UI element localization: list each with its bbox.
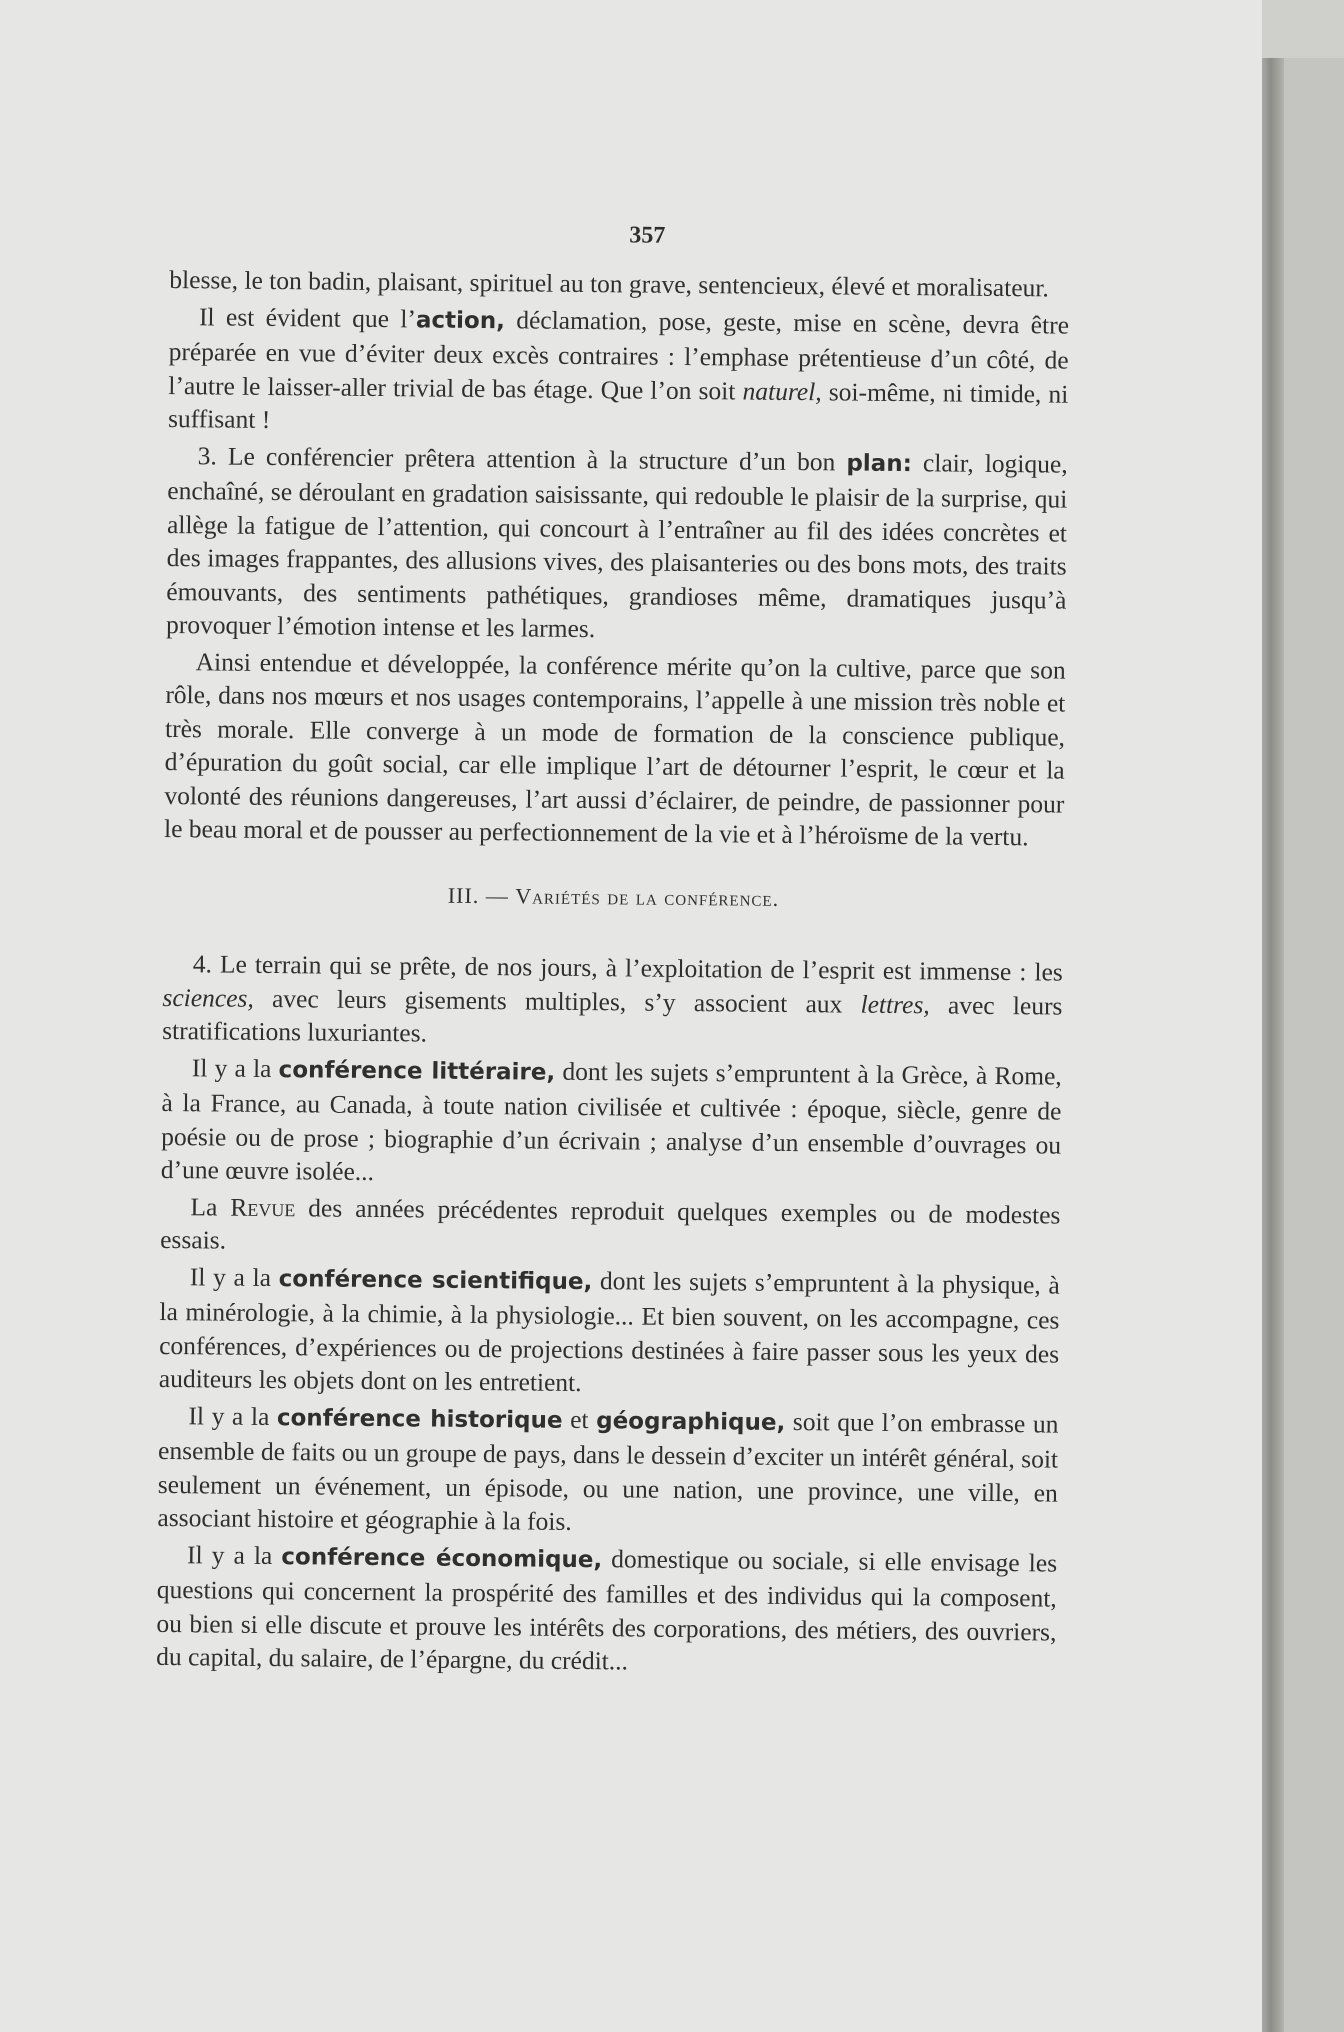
italic-term-naturel: naturel, xyxy=(742,376,822,406)
text-run: La xyxy=(190,1191,231,1222)
bold-term-action: action, xyxy=(415,306,506,334)
bold-term-economique: conférence économique, xyxy=(281,1543,603,1573)
bold-term-scientifique: conférence scientifique, xyxy=(278,1265,593,1295)
text-run: Il y a la xyxy=(189,1261,279,1292)
paragraph-terrain xyxy=(162,947,1063,1056)
paragraph-revue xyxy=(160,1189,1061,1265)
paragraph-plan xyxy=(166,438,1068,650)
section-title: Variétés de la conférence. xyxy=(515,882,780,911)
paragraph-economique xyxy=(156,1537,1057,1682)
binding-edge xyxy=(1284,58,1344,2032)
text-run: et xyxy=(562,1404,597,1434)
text-run: Il y a la xyxy=(188,1400,278,1431)
italic-term-lettres: lettres, xyxy=(860,989,930,1019)
page-number: 357 xyxy=(629,222,666,249)
page-edge-shadow xyxy=(1262,58,1284,2032)
bold-term-geographique: géographique, xyxy=(596,1407,786,1436)
text-run: clair, logique, enchaîné, se déroulant en gradation saisissante, qui redouble le plaisir de la surprise, qui allège la fatigue de l’attention, qui concourt à l’entraîner au fil des idées concrètes et des images frappantes, des allusions vives, des plaisanteries ou des bons mots, des traits émouvants, des sentiments pathétiques, grandioses même, dramatiques jusqu’à provoquer l’émotion intense et les larmes. xyxy=(165,447,1068,644)
section-heading xyxy=(163,875,1063,917)
text-run: Il y a la xyxy=(191,1052,279,1083)
text-run: soi-même, ni timide, ni suffisant ! xyxy=(167,376,1069,434)
text-run: dont les sujets s’empruntent à la Grèce, à Rome, à la France, au Canada, à toute nation civilisée et cultivée : époque, siècle, genre de poésie ou de prose ; biographie d’un écrivain ; analyse d’un ensemble d’ouvrages ou d’une œuvre isolée... xyxy=(160,1056,1062,1187)
text-run: 3. Le conférencier prêtera attention à la structure d’un bon xyxy=(197,440,847,477)
paragraph-ainsi: Ainsi entendue et développée, la conférence mérite qu’on la cultive, parce que son rôle, dans nos mœurs et nos usages contemporains, l’appelle à une mission très noble et très morale. Elle converge à un mode de formation de la conscience publique, d’épuration du goût social, car elle implique l’art de détourner l’esprit, le cœur et la volonté des réunions dangereuses, l’art aussi d’éclairer, de peindre, de passionner pour le beau moral et de pousser au perfectionnement de la vie et à l’héroïsme de la vertu. xyxy=(163,646,1066,852)
paragraph-litteraire xyxy=(161,1050,1062,1195)
bold-term-litteraire: conférence littéraire, xyxy=(278,1056,556,1086)
text-run: 4. Le terrain qui se prête, de nos jours, à l’exploitation de l’esprit est immense : les xyxy=(192,949,1063,987)
text-run: Il y a la xyxy=(187,1539,282,1570)
text-run: avec leurs gisements multiples, s’y associent aux xyxy=(253,983,861,1019)
text-run: soit que l’on embrasse un ensemble de faits ou un groupe de pays, dans le dessein d’exciter un intérêt général, soit seulement un événement, un épisode, ou une nation, une province, une ville, en associant histoire et géographie à la fois. xyxy=(157,1406,1059,1536)
paragraph-historique xyxy=(157,1398,1058,1543)
page-text xyxy=(156,215,1070,1685)
paragraph-scientifique xyxy=(159,1259,1060,1404)
italic-term-sciences: sciences, xyxy=(162,982,254,1013)
text-run: Il est évident que l’ xyxy=(198,301,417,333)
text-run: avec leurs stratifications luxuriantes. xyxy=(162,989,1063,1048)
text-run: domestique ou sociale, si elle envisage les questions qui concernent la prospérité des familles et des individus qui la composent, ou bien si elle discute et prouve les intérêts des corporations, des métiers, des ouvriers, du capital, du salaire, de l’épargne, du crédit... xyxy=(156,1543,1058,1676)
section-number: III. — xyxy=(447,882,516,908)
bold-term-historique: conférence historique xyxy=(276,1404,563,1434)
paragraph-action xyxy=(168,299,1069,444)
text-run: déclamation, pose, geste, mise en scène, devra être préparée en vue d’éviter deux excès contraires : l’emphase prétentieuse d’un côté, de l’autre le laisser-aller trivial de bas étage. Que l’on soit xyxy=(168,304,1070,406)
text-run: dont les sujets s’empruntent à la physique, à la minérologie, à la chimie, à la physiologie... Et bien souvent, on les accompagne, ces conférences, d’expériences ou de projections destinées à faire passer sous les yeux des auditeurs les objets dont on les entretient. xyxy=(158,1265,1060,1398)
text-run: des années précédentes reproduit quelques exemples ou de modestes essais. xyxy=(160,1192,1061,1255)
small-caps-revue: Revue xyxy=(230,1192,296,1222)
paragraph-1: blesse, le ton badin, plaisant, spirituel au ton grave, sentencieux, élevé et moralisateur. xyxy=(169,264,1049,303)
bold-term-plan: plan: xyxy=(846,450,912,477)
